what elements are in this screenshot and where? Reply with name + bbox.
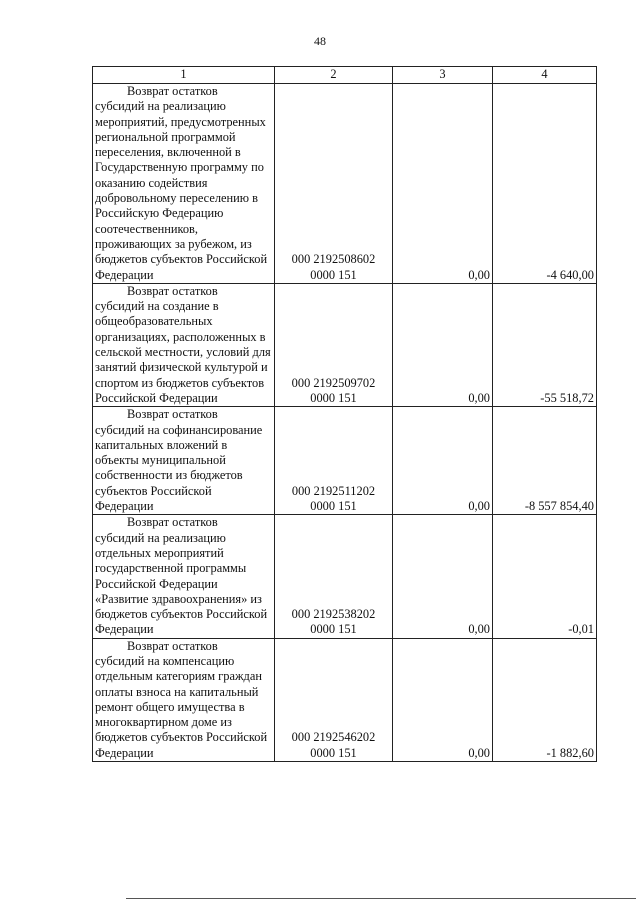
row-code-cell: 000 2192546202 0000 151 [275,638,393,761]
table-header-row [93,67,597,84]
row-code-cell: 000 2192508602 0000 151 [275,84,393,284]
row-col4-cell: -55 518,72 [493,283,597,406]
row-col3-cell: 0,00 [393,407,493,515]
row-name-cell: Возврат остатков субсидий на реализацию мероприятий, предусмотренных региональной программой переселения, включенной в Государственную программу по оказанию содействия добровольному переселению в Российскую Федерацию соотечественников, проживающих за рубежом, из бюджетов субъектов Российской Федерации [93,84,275,284]
table-row [93,84,597,284]
table-row [93,407,597,515]
column-header-3: 3 [393,67,493,84]
row-col3-cell: 0,00 [393,84,493,284]
row-col3-cell: 0,00 [393,515,493,638]
row-col4-cell: -4 640,00 [493,84,597,284]
column-header-4: 4 [493,67,597,84]
table-row [93,638,597,761]
row-col4-cell: -0,01 [493,515,597,638]
row-name-cell: Возврат остатков субсидий на реализацию отдельных мероприятий государственной программы Российской Федерации «Развитие здравоохранения» из бюджетов субъектов Российской Федерации [93,515,275,638]
row-name-cell: Возврат остатков субсидий на софинансирование капитальных вложений в объекты муниципальной собственности из бюджетов субъектов Российской Федерации [93,407,275,515]
row-code-cell: 000 2192538202 0000 151 [275,515,393,638]
table-row [93,515,597,638]
row-name-cell: Возврат остатков субсидий на компенсацию отдельным категориям граждан оплаты взноса на капитальный ремонт общего имущества в многоквартирном доме из бюджетов субъектов Российской Федерации [93,638,275,761]
row-col4-cell: -8 557 854,40 [493,407,597,515]
table-row [93,283,597,406]
budget-table [92,66,597,762]
row-col3-cell: 0,00 [393,638,493,761]
row-col3-cell: 0,00 [393,283,493,406]
page-number: 48 [314,34,326,48]
column-header-1: 1 [93,67,275,84]
row-name-cell: Возврат остатков субсидий на создание в общеобразовательных организациях, расположенных в сельской местности, условий для занятий физической культурой и спортом из бюджетов субъектов Российской Федерации [93,283,275,406]
row-code-cell: 000 2192511202 0000 151 [275,407,393,515]
bottom-divider [126,898,636,899]
row-col4-cell: -1 882,60 [493,638,597,761]
column-header-2: 2 [275,67,393,84]
row-code-cell: 000 2192509702 0000 151 [275,283,393,406]
